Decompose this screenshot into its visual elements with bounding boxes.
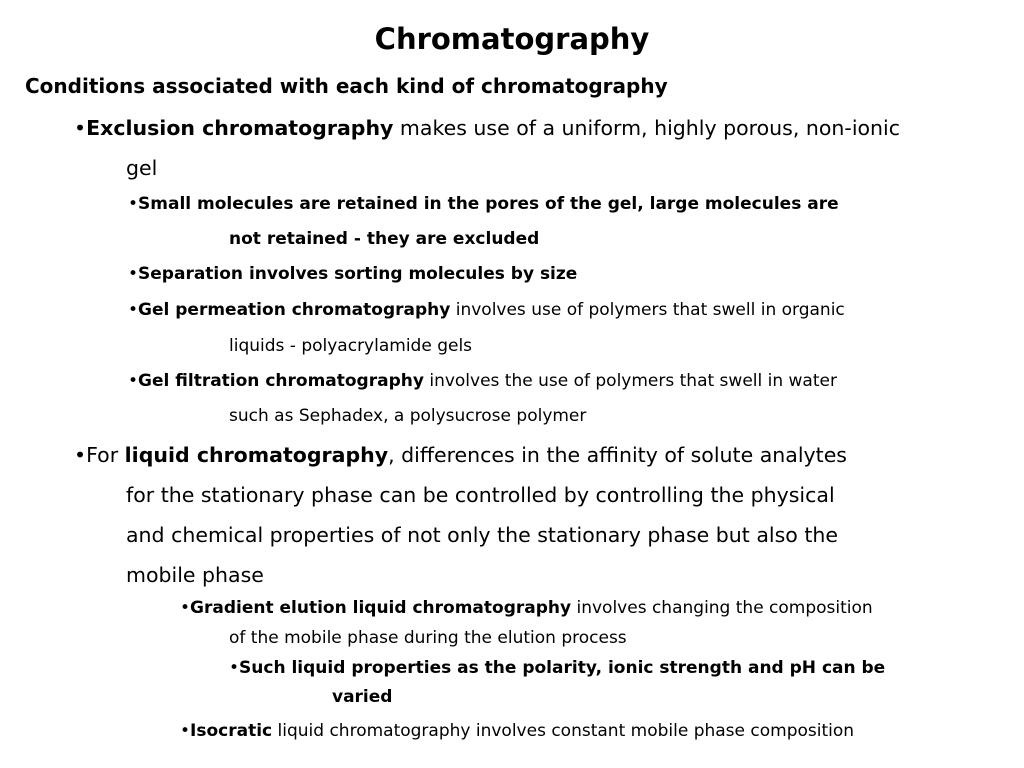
bullet-text: involves the use of polymers that swell in water bbox=[423, 371, 837, 391]
bullet-bold-text: Small molecules are retained in the pores of the gel, large molecules are bbox=[138, 194, 839, 214]
bullet-mark: • bbox=[128, 371, 139, 391]
bullet-text: liquid chromatography involves constant mobile phase composition bbox=[272, 721, 855, 741]
slide-subtitle: Conditions associated with each kind of chromatography bbox=[25, 74, 668, 98]
bullet-gel-filtration-cont: such as Sephadex, a polysucrose polymer bbox=[229, 406, 587, 426]
bullet-gel-permeation-cont: liquids - polyacrylamide gels bbox=[229, 336, 473, 356]
term-liquid-chromatography: liquid chromatography bbox=[124, 443, 389, 467]
bullet-liquid-cont-1: for the stationary phase can be controlled by controlling the physical bbox=[126, 483, 835, 507]
bullet-mark: • bbox=[180, 721, 191, 741]
bullet-gel-filtration bbox=[128, 371, 837, 391]
bullet-exclusion-cont: gel bbox=[126, 156, 158, 180]
bullet-mark: • bbox=[128, 194, 139, 214]
bullet-text: , differences in the affinity of solute analytes bbox=[388, 443, 847, 467]
bullet-bold-text: varied bbox=[332, 687, 393, 707]
bullet-mark: • bbox=[74, 443, 87, 467]
bullet-mark: • bbox=[128, 300, 139, 320]
bullet-separation bbox=[128, 264, 577, 284]
bullet-mark: • bbox=[229, 658, 240, 678]
bullet-mark: • bbox=[74, 116, 87, 140]
bullet-text: involves changing the composition bbox=[571, 598, 873, 618]
slide-title: Chromatography bbox=[374, 22, 650, 56]
bullet-liquid-cont-2: and chemical properties of not only the stationary phase but also the bbox=[126, 523, 838, 547]
bullet-isocratic bbox=[180, 721, 854, 741]
term-isocratic: Isocratic bbox=[190, 721, 273, 741]
bullet-gel-permeation bbox=[128, 300, 845, 320]
term-exclusion: Exclusion chromatography bbox=[86, 116, 394, 140]
term-gel-permeation: Gel permeation chromatography bbox=[138, 300, 451, 320]
bullet-bold-text: not retained - they are excluded bbox=[229, 229, 540, 249]
bullet-mark: • bbox=[180, 598, 191, 618]
bullet-gradient-elution bbox=[180, 598, 873, 618]
bullet-text: involves use of polymers that swell in organic bbox=[450, 300, 845, 320]
bullet-mark: • bbox=[128, 264, 139, 284]
bullet-small-molecules bbox=[128, 194, 839, 214]
bullet-liquid-cont-3: mobile phase bbox=[126, 563, 264, 587]
bullet-liquid-chromatography bbox=[74, 443, 847, 467]
term-gel-filtration: Gel filtration chromatography bbox=[138, 371, 424, 391]
bullet-text: For bbox=[86, 443, 125, 467]
bullet-bold-text: Such liquid properties as the polarity, ionic strength and pH can be bbox=[239, 658, 886, 678]
bullet-bold-text: Separation involves sorting molecules by size bbox=[138, 264, 578, 284]
bullet-small-molecules-cont bbox=[229, 229, 539, 249]
bullet-liquid-properties-cont bbox=[332, 687, 392, 707]
bullet-liquid-properties bbox=[229, 658, 885, 678]
bullet-text: makes use of a uniform, highly porous, non-ionic bbox=[393, 116, 901, 140]
bullet-gradient-elution-cont: of the mobile phase during the elution process bbox=[229, 628, 627, 648]
bullet-exclusion bbox=[74, 116, 900, 140]
term-gradient-elution: Gradient elution liquid chromatography bbox=[190, 598, 572, 618]
